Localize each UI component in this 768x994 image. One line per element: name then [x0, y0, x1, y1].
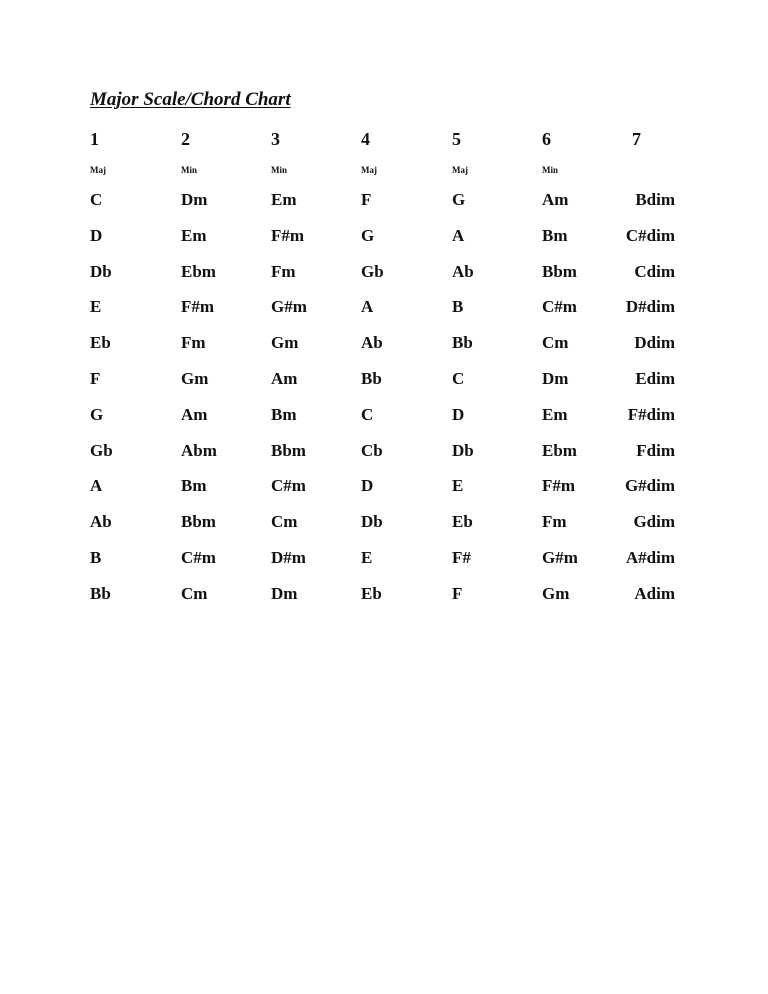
chord-cell: Adim: [634, 583, 675, 603]
chord-cell: F#dim: [627, 404, 675, 424]
chord-cell: F#: [452, 548, 471, 567]
chord-cell: G#m: [271, 297, 307, 317]
degree-header: 6: [542, 129, 551, 149]
chord-cell: Edim: [635, 369, 675, 388]
chord-cell: Cm: [271, 512, 298, 532]
degree-header: 4: [361, 129, 370, 149]
chord-cell: Eb: [452, 512, 473, 532]
chord-cell: D: [90, 225, 103, 245]
chord-cell: G: [90, 404, 104, 424]
chord-cell: Dm: [542, 369, 569, 388]
chord-cell: Ddim: [634, 333, 675, 353]
chord-cell: Db: [452, 440, 474, 460]
chord-cell: Db: [90, 261, 112, 281]
chord-cell: F#m: [181, 297, 215, 317]
chord-cell: F#m: [271, 225, 305, 245]
chord-cell: Em: [181, 225, 207, 245]
chord-cell: Gm: [271, 333, 299, 353]
chord-cell: Ab: [90, 512, 112, 532]
chord-cell: E: [90, 297, 102, 317]
chord-cell: C#m: [271, 476, 306, 496]
chord-cell: Bb: [90, 583, 111, 603]
degree-header: 5: [452, 129, 461, 149]
chord-cell: Eb: [361, 583, 382, 603]
degree-header: 1: [90, 129, 99, 149]
chord-quality-label: Min: [181, 165, 198, 175]
chord-cell: C#m: [542, 297, 577, 317]
chord-cell: Eb: [90, 333, 111, 353]
chord-cell: Bbm: [542, 261, 577, 281]
chord-cell: Bdim: [635, 190, 675, 209]
chord-cell: A#dim: [625, 548, 675, 567]
chord-quality-label: Min: [271, 165, 288, 175]
chord-cell: Gb: [90, 440, 113, 460]
chord-cell: C: [361, 404, 374, 424]
chord-cell: G: [452, 190, 466, 209]
chord-quality-label: Maj: [90, 165, 106, 175]
chord-cell: Em: [542, 404, 568, 424]
chord-cell: Bbm: [271, 440, 306, 460]
page-title: Major Scale/Chord Chart: [90, 89, 291, 110]
degree-header: 7: [632, 129, 641, 149]
chord-cell: Dm: [271, 583, 298, 603]
chord-cell: Am: [271, 369, 298, 388]
chord-cell: Fdim: [636, 440, 675, 460]
chord-cell: F: [90, 369, 101, 388]
chord-cell: Gdim: [633, 512, 675, 532]
degree-header: 2: [181, 129, 190, 149]
chord-cell: Fm: [542, 512, 567, 532]
chord-cell: B: [90, 548, 102, 567]
chord-cell: Bm: [542, 225, 568, 245]
chord-cell: Abm: [181, 440, 217, 460]
chord-cell: Am: [181, 404, 208, 424]
chord-cell: Ebm: [542, 440, 577, 460]
chord-cell: Gb: [361, 261, 384, 281]
chord-cell: Bm: [181, 476, 207, 496]
chord-quality-label: Maj: [452, 165, 468, 175]
chord-cell: F: [361, 190, 372, 209]
chord-cell: F: [452, 583, 463, 603]
chord-cell: Gm: [181, 369, 209, 388]
chord-cell: Am: [542, 190, 569, 209]
chord-cell: Bb: [361, 369, 382, 388]
chord-cell: G#dim: [624, 476, 675, 496]
chord-cell: C#m: [181, 548, 216, 567]
chord-cell: D: [452, 404, 465, 424]
chord-cell: D#m: [271, 548, 306, 567]
chord-cell: C#dim: [625, 225, 675, 245]
chord-cell: E: [452, 476, 464, 496]
chord-cell: A: [361, 297, 374, 317]
chord-quality-label: Maj: [361, 165, 377, 175]
chord-cell: Cm: [542, 333, 569, 353]
chord-cell: Ab: [361, 333, 383, 353]
chord-cell: Cm: [181, 583, 208, 603]
chord-cell: Cb: [361, 440, 383, 460]
chord-cell: D#dim: [625, 297, 675, 317]
chord-cell: G: [361, 225, 375, 245]
chord-cell: G#m: [542, 548, 578, 567]
chord-cell: Fm: [271, 261, 296, 281]
chord-cell: A: [90, 476, 103, 496]
chord-cell: Fm: [181, 333, 206, 353]
chord-cell: Bb: [452, 333, 473, 353]
chord-cell: B: [452, 297, 464, 317]
chord-cell: Ab: [452, 261, 474, 281]
chord-cell: D: [361, 476, 374, 496]
chord-cell: F#m: [542, 476, 576, 496]
degree-header: 3: [271, 129, 280, 149]
chord-cell: Gm: [542, 583, 570, 603]
chord-cell: Ebm: [181, 261, 216, 281]
chord-cell: Cdim: [634, 261, 675, 281]
chord-cell: Bm: [271, 404, 297, 424]
chord-cell: E: [361, 548, 373, 567]
chord-cell: A: [452, 225, 465, 245]
chord-cell: Db: [361, 512, 383, 532]
chord-quality-label: Min: [542, 165, 559, 175]
chord-cell: Dm: [181, 190, 208, 209]
chord-cell: Em: [271, 190, 297, 209]
chord-cell: Bbm: [181, 512, 216, 532]
chord-cell: C: [90, 190, 103, 209]
chord-cell: C: [452, 369, 465, 388]
